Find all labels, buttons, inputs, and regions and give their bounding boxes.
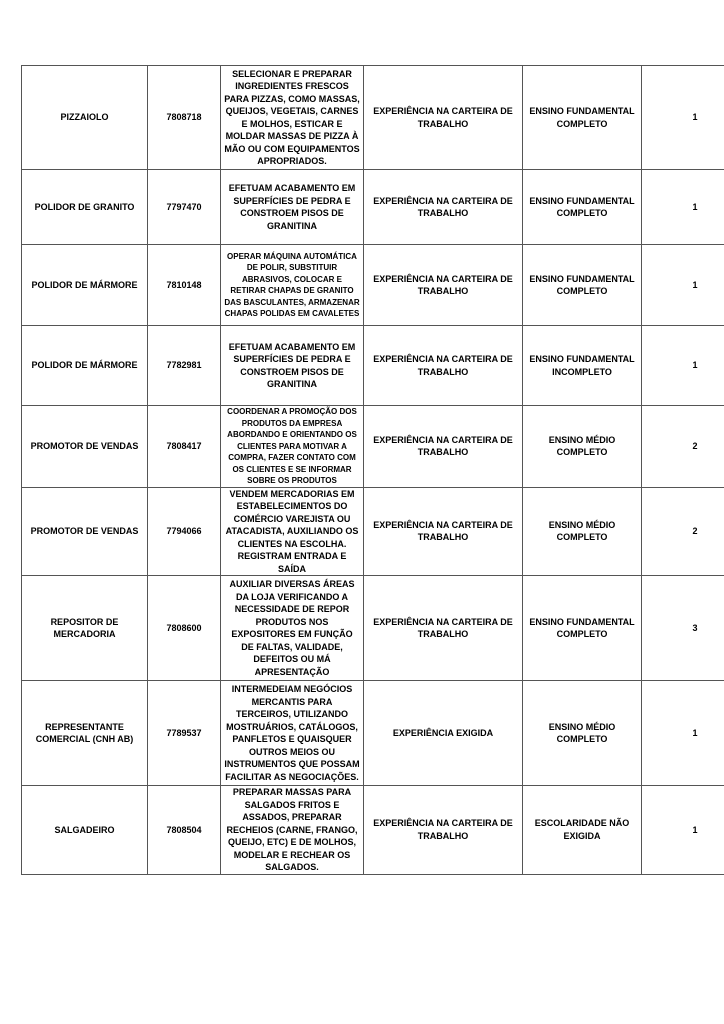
table-row	[22, 66, 724, 170]
job-title-cell: REPRESENTANTE COMERCIAL (CNH AB)	[22, 681, 148, 786]
job-title-cell: PIZZAIOLO	[22, 66, 148, 170]
job-code-cell: 7808718	[148, 66, 221, 170]
education-requirement-cell: ENSINO MÉDIO COMPLETO	[523, 681, 642, 786]
job-code-cell: 7782981	[148, 326, 221, 406]
job-description-cell: AUXILIAR DIVERSAS ÁREAS DA LOJA VERIFICANDO A NECESSIDADE DE REPOR PRODUTOS NOS EXPOSITORES EM FUNÇÃO DE FALTAS, VALIDADE, DEFEITOS OU MÁ APRESENTAÇÃO	[221, 576, 364, 681]
table-row	[22, 576, 724, 681]
job-title-cell: REPOSITOR DE MERCADORIA	[22, 576, 148, 681]
job-description-cell: OPERAR MÁQUINA AUTOMÁTICA DE POLIR, SUBSTITUIR ABRASIVOS, COLOCAR E RETIRAR CHAPAS DE GRANITO DAS BASCULANTES, ARMAZENAR CHAPAS POLIDAS EM CAVALETES	[221, 245, 364, 326]
job-title-cell: POLIDOR DE MÁRMORE	[22, 326, 148, 406]
job-openings-table	[21, 65, 724, 875]
job-description-cell: PREPARAR MASSAS PARA SALGADOS FRITOS E ASSADOS, PREPARAR RECHEIOS (CARNE, FRANGO, QUEIJO, ETC) E DE MOLHOS, MODELAR E RECHEAR OS SALGADOS.	[221, 786, 364, 875]
vacancies-cell: 1	[642, 66, 724, 170]
vacancies-cell: 1	[642, 245, 724, 326]
vacancies-cell: 3	[642, 576, 724, 681]
job-description-cell: EFETUAM ACABAMENTO EM SUPERFÍCIES DE PEDRA E CONSTROEM PISOS DE GRANITINA	[221, 170, 364, 245]
job-code-cell: 7808417	[148, 406, 221, 488]
education-requirement-cell: ENSINO MÉDIO COMPLETO	[523, 406, 642, 488]
vacancies-cell: 1	[642, 681, 724, 786]
job-title-cell: POLIDOR DE MÁRMORE	[22, 245, 148, 326]
job-code-cell: 7797470	[148, 170, 221, 245]
table-row	[22, 786, 724, 875]
experience-requirement-cell: EXPERIÊNCIA NA CARTEIRA DE TRABALHO	[364, 487, 523, 576]
vacancies-cell: 1	[642, 326, 724, 406]
vacancies-cell: 2	[642, 406, 724, 488]
job-description-cell: VENDEM MERCADORIAS EM ESTABELECIMENTOS DO COMÉRCIO VAREJISTA OU ATACADISTA, AUXILIANDO OS CLIENTES NA ESCOLHA. REGISTRAM ENTRADA E SAÍDA	[221, 487, 364, 576]
education-requirement-cell: ENSINO FUNDAMENTAL INCOMPLETO	[523, 326, 642, 406]
education-requirement-cell: ENSINO FUNDAMENTAL COMPLETO	[523, 245, 642, 326]
job-code-cell: 7810148	[148, 245, 221, 326]
table-row	[22, 326, 724, 406]
job-title-cell: PROMOTOR DE VENDAS	[22, 406, 148, 488]
education-requirement-cell: ENSINO FUNDAMENTAL COMPLETO	[523, 66, 642, 170]
table-row	[22, 406, 724, 488]
job-title-cell: PROMOTOR DE VENDAS	[22, 487, 148, 576]
experience-requirement-cell: EXPERIÊNCIA NA CARTEIRA DE TRABALHO	[364, 170, 523, 245]
experience-requirement-cell: EXPERIÊNCIA NA CARTEIRA DE TRABALHO	[364, 576, 523, 681]
experience-requirement-cell: EXPERIÊNCIA NA CARTEIRA DE TRABALHO	[364, 326, 523, 406]
education-requirement-cell: ESCOLARIDADE NÃO EXIGIDA	[523, 786, 642, 875]
job-code-cell: 7789537	[148, 681, 221, 786]
vacancies-cell: 2	[642, 487, 724, 576]
job-description-cell: EFETUAM ACABAMENTO EM SUPERFÍCIES DE PEDRA E CONSTROEM PISOS DE GRANITINA	[221, 326, 364, 406]
education-requirement-cell: ENSINO MÉDIO COMPLETO	[523, 487, 642, 576]
experience-requirement-cell: EXPERIÊNCIA NA CARTEIRA DE TRABALHO	[364, 406, 523, 488]
education-requirement-cell: ENSINO FUNDAMENTAL COMPLETO	[523, 576, 642, 681]
vacancies-cell: 1	[642, 170, 724, 245]
table-row	[22, 487, 724, 576]
job-code-cell: 7808600	[148, 576, 221, 681]
job-description-cell: SELECIONAR E PREPARAR INGREDIENTES FRESCOS PARA PIZZAS, COMO MASSAS, QUEIJOS, VEGETAIS, CARNES E MOLHOS, ESTICAR E MOLDAR MASSAS DE PIZZA À MÃO OU COM EQUIPAMENTOS APROPRIADOS.	[221, 66, 364, 170]
table-row	[22, 681, 724, 786]
job-code-cell: 7794066	[148, 487, 221, 576]
job-title-cell: POLIDOR DE GRANITO	[22, 170, 148, 245]
vacancies-cell: 1	[642, 786, 724, 875]
education-requirement-cell: ENSINO FUNDAMENTAL COMPLETO	[523, 170, 642, 245]
table-row	[22, 170, 724, 245]
job-code-cell: 7808504	[148, 786, 221, 875]
job-description-cell: INTERMEDEIAM NEGÓCIOS MERCANTIS PARA TERCEIROS, UTILIZANDO MOSTRUÁRIOS, CATÁLOGOS, PANFLETOS E QUAISQUER OUTROS MEIOS OU INSTRUMENTOS QUE POSSAM FACILITAR AS NEGOCIAÇÕES.	[221, 681, 364, 786]
table-row	[22, 245, 724, 326]
job-description-cell: COORDENAR A PROMOÇÃO DOS PRODUTOS DA EMPRESA ABORDANDO E ORIENTANDO OS CLIENTES PARA MOTIVAR A COMPRA, FAZER CONTATO COM OS CLIENTES E SE INFORMAR SOBRE OS PRODUTOS	[221, 406, 364, 488]
experience-requirement-cell: EXPERIÊNCIA NA CARTEIRA DE TRABALHO	[364, 786, 523, 875]
job-title-cell: SALGADEIRO	[22, 786, 148, 875]
experience-requirement-cell: EXPERIÊNCIA NA CARTEIRA DE TRABALHO	[364, 66, 523, 170]
experience-requirement-cell: EXPERIÊNCIA NA CARTEIRA DE TRABALHO	[364, 245, 523, 326]
experience-requirement-cell: EXPERIÊNCIA EXIGIDA	[364, 681, 523, 786]
